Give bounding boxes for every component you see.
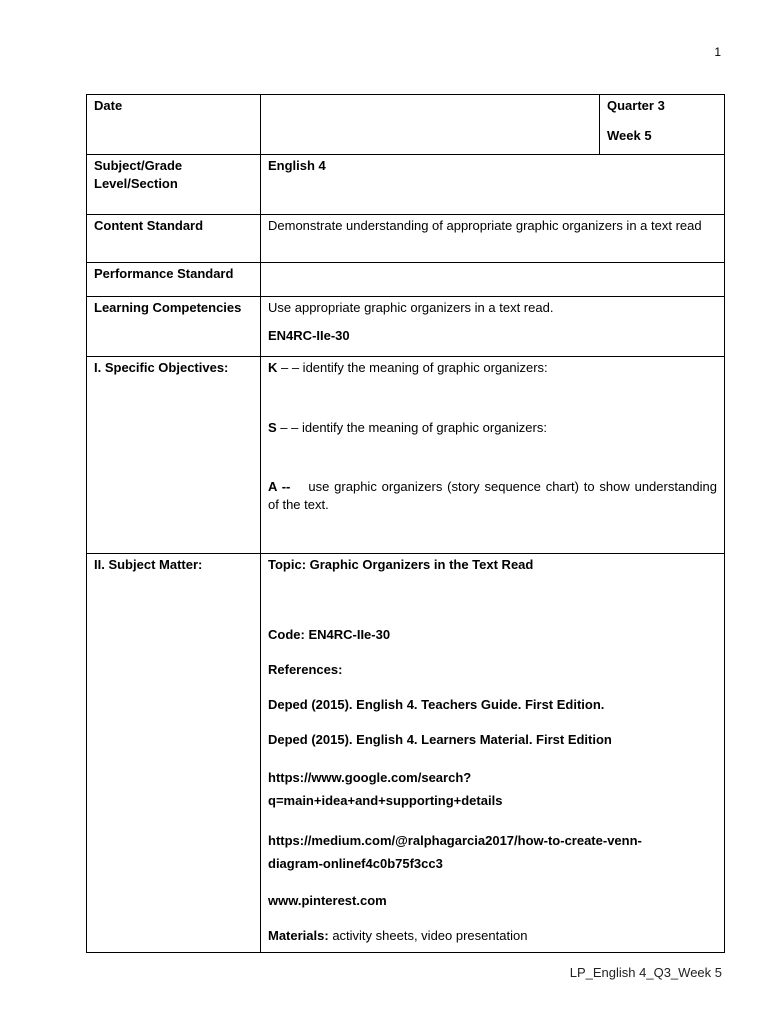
subject-matter-topic: Topic: Graphic Organizers in the Text Read	[268, 557, 534, 572]
learning-competencies-label: Learning Competencies	[87, 297, 261, 357]
week-text: Week 5	[607, 128, 652, 143]
subject-matter-row	[87, 554, 725, 953]
page-number: 1	[714, 45, 721, 59]
objective-k	[268, 359, 717, 377]
performance-standard-row	[87, 263, 725, 297]
reference-url-2-line-2[interactable]: diagram-onlinef4c0b75f3cc3	[268, 856, 443, 871]
date-row	[87, 95, 725, 155]
reference-url-1[interactable]	[268, 766, 717, 812]
subject-row	[87, 155, 725, 215]
learning-competencies-code: EN4RC-IIe-30	[268, 328, 350, 343]
performance-standard-value	[261, 263, 725, 297]
objective-a	[268, 478, 717, 514]
materials-value: activity sheets, video presentation	[328, 928, 528, 943]
objective-s	[268, 419, 717, 437]
date-value	[261, 95, 600, 155]
lesson-plan-table	[86, 94, 725, 953]
content-standard-row	[87, 215, 725, 263]
objective-k-text: – – identify the meaning of graphic organizers:	[277, 360, 548, 375]
subject-matter-label: II. Subject Matter:	[87, 554, 261, 953]
reference-url-2[interactable]	[268, 829, 717, 875]
materials	[268, 927, 717, 945]
objective-k-prefix: K	[268, 360, 278, 375]
learning-competencies-value: Use appropriate graphic organizers in a text read.	[268, 300, 554, 315]
subject-matter-code: Code: EN4RC-IIe-30	[268, 627, 391, 642]
learning-competencies-row	[87, 297, 725, 357]
reference-url-2-line-1[interactable]: https://medium.com/@ralphagarcia2017/how-to-create-venn-	[268, 833, 642, 848]
reference-1: Deped (2015). English 4. Teachers Guide. First Edition.	[268, 697, 605, 712]
specific-objectives-cell	[261, 357, 725, 554]
subject-matter-cell	[261, 554, 725, 953]
quarter-text: Quarter 3	[607, 98, 665, 113]
quarter-week-cell	[600, 95, 725, 155]
content-standard-value: Demonstrate understanding of appropriate graphic organizers in a text read	[261, 215, 725, 263]
reference-2: Deped (2015). English 4. Learners Material. First Edition	[268, 732, 612, 747]
materials-label: Materials:	[268, 928, 329, 943]
subject-value: English 4	[261, 155, 725, 215]
reference-url-3[interactable]: www.pinterest.com	[268, 893, 387, 908]
specific-objectives-label: I. Specific Objectives:	[87, 357, 261, 554]
objective-s-text: – – identify the meaning of graphic organizers:	[276, 420, 547, 435]
specific-objectives-row	[87, 357, 725, 554]
subject-label: Subject/Grade Level/Section	[87, 155, 261, 215]
objective-a-prefix: A --	[268, 479, 291, 494]
reference-url-1-line-1[interactable]: https://www.google.com/search?	[268, 770, 472, 785]
content-standard-label: Content Standard	[87, 215, 261, 263]
performance-standard-label: Performance Standard	[87, 263, 261, 297]
learning-competencies-cell	[261, 297, 725, 357]
references-label: References:	[268, 662, 343, 677]
reference-url-1-line-2[interactable]: q=main+idea+and+supporting+details	[268, 793, 503, 808]
date-label: Date	[87, 95, 261, 155]
page-footer: LP_English 4_Q3_Week 5	[569, 965, 722, 980]
objective-a-text: use graphic organizers (story sequence chart) to show understanding of the text.	[268, 479, 717, 512]
objective-s-prefix: S	[268, 420, 277, 435]
